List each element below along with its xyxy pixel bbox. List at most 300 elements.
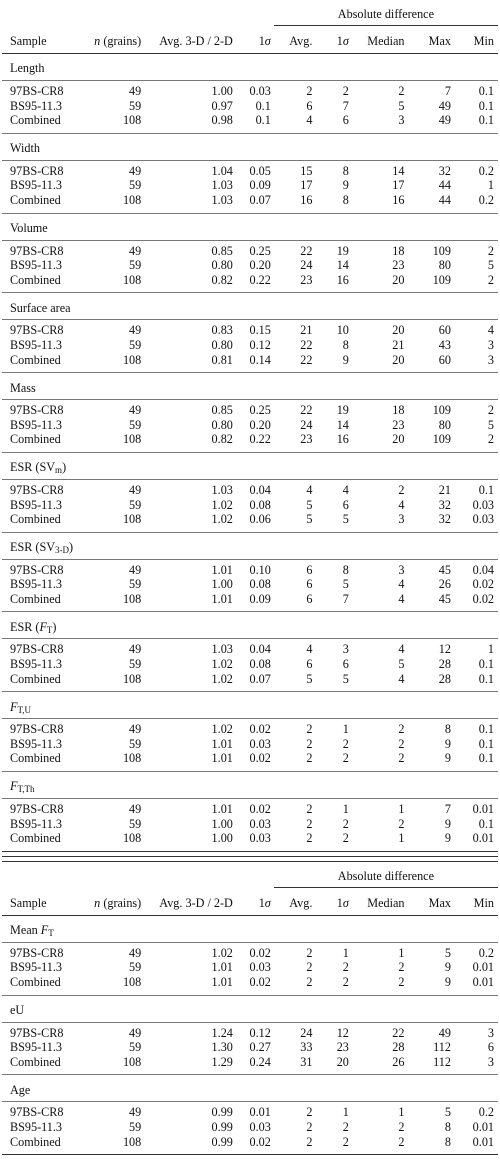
sigma-cell: 0.02 bbox=[236, 1135, 274, 1155]
group-title bbox=[2, 54, 498, 81]
median-cell: 21 bbox=[392, 337, 405, 352]
max-cell: 7 bbox=[444, 802, 451, 817]
sample-cell: 97BS-CR8 bbox=[10, 243, 64, 258]
sigma-cell: 0.12 bbox=[249, 1025, 271, 1040]
avg-cell: 2 bbox=[306, 802, 313, 817]
min-cell: 0.03 bbox=[472, 512, 494, 527]
table-row bbox=[2, 559, 498, 577]
group-title-text: Volume bbox=[10, 220, 48, 235]
median-cell: 1 bbox=[398, 945, 405, 960]
min-cell: 0.2 bbox=[478, 163, 494, 178]
min-cell: 5 bbox=[487, 258, 494, 273]
ratio-cell: 1.01 bbox=[211, 562, 233, 577]
min-cell: 0.04 bbox=[472, 562, 494, 577]
ratio-cell: 0.85 bbox=[211, 243, 233, 258]
group-title-tail: ) bbox=[69, 540, 74, 555]
max-cell: 8 bbox=[407, 1135, 453, 1155]
sigma-diff-cell: 6 bbox=[342, 497, 349, 512]
min-cell: 0.03 bbox=[472, 497, 494, 512]
avg-cell: 22 bbox=[300, 403, 313, 418]
group-title-symbol: F bbox=[10, 699, 18, 714]
sigma-cell: 0.08 bbox=[249, 657, 271, 672]
sigma-cell: 0.09 bbox=[249, 591, 271, 606]
sigma-diff-cell: 9 bbox=[342, 178, 349, 193]
min-cell: 2 bbox=[487, 403, 494, 418]
avg-cell: 2 bbox=[306, 945, 313, 960]
n-cell: 108 bbox=[122, 591, 142, 606]
ratio-cell: 0.97 bbox=[211, 98, 233, 113]
min-cell: 3 bbox=[487, 1025, 494, 1040]
sample-cell: 97BS-CR8 bbox=[10, 722, 64, 737]
sigma-diff-cell: 2 bbox=[342, 751, 349, 766]
sigma-cell: 0.14 bbox=[249, 352, 271, 367]
group-title bbox=[2, 692, 498, 719]
table-row bbox=[2, 799, 498, 817]
sample-cell: BS95-11.3 bbox=[10, 816, 63, 831]
max-cell: 28 bbox=[438, 671, 451, 686]
table-row bbox=[2, 1135, 498, 1155]
ratio-cell: 0.82 bbox=[211, 272, 233, 287]
sigma-diff-cell: 9 bbox=[342, 352, 349, 367]
sigma-diff-cell: 1 bbox=[342, 722, 349, 737]
median-cell: 14 bbox=[392, 163, 405, 178]
col-min-2: Min bbox=[454, 887, 498, 915]
sigma-diff-cell: 8 bbox=[342, 192, 349, 207]
sigma-diff-cell: 5 bbox=[342, 577, 349, 592]
sample-cell: Combined bbox=[10, 192, 61, 207]
results-table-1 bbox=[2, 4, 498, 852]
group-title-tail: ) bbox=[62, 460, 67, 475]
max-cell: 60 bbox=[438, 352, 451, 367]
group-header-row bbox=[2, 692, 498, 719]
n-cell: 108 bbox=[122, 192, 142, 207]
median-cell: 23 bbox=[392, 258, 405, 273]
median-cell: 28 bbox=[392, 1040, 405, 1055]
min-cell: 6 bbox=[487, 1040, 494, 1055]
sigma-diff-cell: 2 bbox=[315, 1135, 351, 1155]
median-cell: 23 bbox=[392, 417, 405, 432]
sigma-cell: 0.08 bbox=[249, 497, 271, 512]
avg-cell: 22 bbox=[300, 337, 313, 352]
sigma-diff-cell: 2 bbox=[342, 816, 349, 831]
table-row bbox=[2, 258, 498, 273]
sigma-cell: 0.25 bbox=[249, 243, 271, 258]
sigma-cell: 0.03 bbox=[236, 831, 274, 851]
max-cell: 9 bbox=[444, 975, 451, 989]
n-cell: 49 bbox=[129, 403, 142, 418]
sample-cell: 97BS-CR8 bbox=[10, 84, 64, 98]
ratio-cell: 0.81 bbox=[211, 352, 233, 367]
max-cell: 32 bbox=[438, 163, 451, 178]
median-cell: 2 bbox=[398, 722, 405, 737]
sigma-diff-cell: 14 bbox=[336, 417, 349, 432]
sigma-cell: 0.03 bbox=[249, 1119, 271, 1134]
n-cell: 108 bbox=[122, 432, 142, 447]
sigma-cell: 0.25 bbox=[249, 403, 271, 418]
sample-cell: 97BS-CR8 bbox=[10, 323, 64, 338]
avg-cell: 6 bbox=[306, 591, 313, 606]
min-cell: 0.1 bbox=[478, 657, 494, 672]
table-row bbox=[2, 577, 498, 592]
sigma-cell: 0.15 bbox=[249, 323, 271, 338]
sigma-cell: 0.08 bbox=[249, 577, 271, 592]
max-cell: 9 bbox=[407, 831, 453, 851]
group-title-text: Surface area bbox=[10, 300, 71, 315]
n-cell: 49 bbox=[129, 562, 142, 577]
group-title bbox=[2, 532, 498, 559]
ratio-cell: 1.01 bbox=[211, 751, 233, 766]
n-cell: 108 bbox=[80, 831, 144, 851]
ratio-cell: 1.00 bbox=[211, 577, 233, 592]
max-cell: 109 bbox=[432, 272, 451, 287]
avg-cell: 5 bbox=[306, 512, 313, 527]
table-row bbox=[2, 240, 498, 258]
n-cell: 59 bbox=[129, 417, 142, 432]
median-cell: 20 bbox=[392, 352, 405, 367]
group-header-row bbox=[2, 772, 498, 799]
median-cell: 2 bbox=[398, 84, 405, 98]
ratio-cell: 1.00 bbox=[211, 84, 233, 98]
n-cell: 49 bbox=[129, 243, 142, 258]
sigma-cell: 0.07 bbox=[249, 192, 271, 207]
avg-cell: 22 bbox=[300, 352, 313, 367]
n-cell: 49 bbox=[129, 482, 142, 497]
col-median: Median bbox=[352, 26, 408, 54]
sample-cell: BS95-11.3 bbox=[10, 178, 63, 193]
group-header-row bbox=[2, 293, 498, 320]
n-cell: 108 bbox=[122, 272, 142, 287]
median-cell: 20 bbox=[392, 323, 405, 338]
col-avg: Avg. bbox=[274, 26, 316, 54]
table-row bbox=[2, 160, 498, 178]
median-cell: 4 bbox=[398, 577, 405, 592]
sigma-diff-cell: 1 bbox=[342, 1105, 349, 1120]
sigma-diff-cell: 23 bbox=[336, 1040, 349, 1055]
sample-cell: Combined bbox=[10, 432, 61, 447]
sample-cell: 97BS-CR8 bbox=[10, 163, 64, 178]
sigma-cell: 0.02 bbox=[249, 975, 271, 989]
table-row bbox=[2, 400, 498, 418]
group-title-symbol: F bbox=[39, 619, 47, 634]
results-table-2 bbox=[2, 866, 498, 1155]
n-cell: 108 bbox=[122, 512, 142, 527]
sample-cell: BS95-11.3 bbox=[10, 337, 63, 352]
avg-cell: 5 bbox=[306, 497, 313, 512]
sigma-cell: 0.02 bbox=[249, 751, 271, 766]
group-title-tail: ) bbox=[52, 619, 57, 634]
avg-cell: 2 bbox=[306, 736, 313, 751]
n-cell: 108 bbox=[122, 751, 142, 766]
sample-cell: 97BS-CR8 bbox=[10, 1105, 64, 1120]
table-row bbox=[2, 178, 498, 193]
max-cell: 112 bbox=[433, 1040, 451, 1055]
table-row bbox=[2, 113, 498, 133]
min-cell: 0.2 bbox=[478, 192, 494, 207]
sigma-diff-cell: 8 bbox=[342, 337, 349, 352]
group-header-row bbox=[2, 612, 498, 639]
min-cell: 0.01 bbox=[472, 802, 494, 817]
group-title-text: ESR (SV bbox=[10, 540, 56, 555]
max-cell: 109 bbox=[432, 403, 451, 418]
group-title-text: ESR (SV bbox=[10, 460, 56, 475]
avg-cell: 6 bbox=[306, 577, 313, 592]
group-header-row bbox=[2, 54, 498, 81]
min-cell: 0.1 bbox=[478, 113, 494, 128]
sigma-diff-cell: 7 bbox=[342, 591, 349, 606]
sample-cell: Combined bbox=[2, 1135, 80, 1155]
avg-cell: 2 bbox=[306, 1119, 313, 1134]
table-row bbox=[2, 498, 498, 513]
group-header-row bbox=[2, 995, 498, 1022]
median-cell: 1 bbox=[398, 1105, 405, 1120]
avg-cell: 24 bbox=[300, 258, 313, 273]
group-header-row bbox=[2, 452, 498, 479]
ratio-cell: 1.00 bbox=[211, 816, 233, 831]
median-cell: 2 bbox=[398, 1119, 405, 1134]
group-title-text: Age bbox=[10, 1082, 31, 1097]
sample-cell: Combined bbox=[10, 113, 61, 128]
max-cell: 49 bbox=[438, 98, 451, 113]
avg-cell: 16 bbox=[300, 192, 313, 207]
max-cell: 9 bbox=[444, 816, 451, 831]
max-cell: 32 bbox=[438, 497, 451, 512]
max-cell: 32 bbox=[438, 512, 451, 527]
sigma-diff-cell: 4 bbox=[342, 482, 349, 497]
sigma-diff-cell: 5 bbox=[342, 512, 349, 527]
sigma-cell: 0.09 bbox=[249, 178, 271, 193]
group-title bbox=[2, 133, 498, 160]
sigma-diff-cell: 12 bbox=[336, 1025, 349, 1040]
sigma-diff-cell: 7 bbox=[342, 98, 349, 113]
n-cell: 59 bbox=[129, 337, 142, 352]
median-cell: 2 bbox=[398, 975, 405, 989]
n-cell: 49 bbox=[129, 945, 142, 960]
min-cell: 0.02 bbox=[472, 591, 494, 606]
max-cell: 8 bbox=[444, 1119, 451, 1134]
n-cell: 59 bbox=[129, 1119, 142, 1134]
table-row bbox=[2, 639, 498, 657]
ratio-cell: 0.85 bbox=[211, 403, 233, 418]
table-row bbox=[2, 1040, 498, 1055]
n-cell: 59 bbox=[129, 577, 142, 592]
min-cell: 0.2 bbox=[478, 945, 494, 960]
sigma-diff-cell: 8 bbox=[342, 562, 349, 577]
median-cell: 2 bbox=[398, 736, 405, 751]
sigma-diff-cell: 19 bbox=[336, 403, 349, 418]
n-cell: 59 bbox=[129, 497, 142, 512]
table-separator bbox=[2, 856, 498, 862]
col-n-grains-2: n (grains) bbox=[80, 887, 144, 915]
table-row bbox=[2, 512, 498, 532]
header-row bbox=[2, 26, 498, 54]
group-title-subscript: T bbox=[46, 624, 53, 635]
table-row bbox=[2, 479, 498, 497]
ratio-cell: 1.01 bbox=[211, 960, 233, 975]
group-header-row bbox=[2, 1075, 498, 1102]
ratio-cell: 1.03 bbox=[211, 192, 233, 207]
group-title-subscript: T,Th bbox=[17, 784, 35, 795]
ratio-cell: 1.04 bbox=[211, 163, 233, 178]
sample-cell: Combined bbox=[10, 272, 61, 287]
sample-cell: 97BS-CR8 bbox=[10, 1025, 64, 1040]
group-header-row bbox=[2, 532, 498, 559]
group-title bbox=[2, 293, 498, 320]
col-n-grains-text: (grains) bbox=[103, 34, 142, 49]
sigma-cell: 0.20 bbox=[249, 258, 271, 273]
avg-cell: 23 bbox=[300, 432, 313, 447]
sigma-cell: 0.02 bbox=[249, 802, 271, 817]
n-cell: 49 bbox=[129, 1025, 142, 1040]
table-row bbox=[2, 353, 498, 373]
max-cell: 5 bbox=[444, 1105, 451, 1120]
group-title-text: eU bbox=[10, 1003, 25, 1017]
sigma-cell: 0.05 bbox=[249, 163, 271, 178]
min-cell: 3 bbox=[487, 352, 494, 367]
sigma-cell: 0.22 bbox=[249, 432, 271, 447]
min-cell: 0.1 bbox=[478, 816, 494, 831]
ratio-cell: 0.83 bbox=[211, 323, 233, 338]
max-cell: 43 bbox=[438, 337, 451, 352]
avg-cell: 6 bbox=[306, 657, 313, 672]
sample-cell: 97BS-CR8 bbox=[10, 562, 64, 577]
col-n-grains: n (grains) bbox=[80, 26, 144, 54]
group-title-text: ESR ( bbox=[10, 619, 40, 634]
sigma-cell: 0.1 bbox=[255, 113, 271, 128]
sigma-cell: 0.04 bbox=[249, 482, 271, 497]
avg-cell: 2 bbox=[306, 722, 313, 737]
sigma-diff-cell: 6 bbox=[342, 657, 349, 672]
avg-cell: 6 bbox=[306, 98, 313, 113]
n-cell: 49 bbox=[129, 642, 142, 657]
group-title-text: Mass bbox=[10, 380, 36, 395]
group-title bbox=[2, 213, 498, 240]
table-row bbox=[2, 719, 498, 737]
table-row bbox=[2, 672, 498, 692]
n-cell: 59 bbox=[129, 960, 142, 975]
ratio-cell: 1.02 bbox=[211, 497, 233, 512]
avg-cell: 33 bbox=[300, 1040, 313, 1055]
median-cell: 20 bbox=[392, 432, 405, 447]
min-cell: 0.1 bbox=[478, 482, 494, 497]
median-cell: 2 bbox=[398, 816, 405, 831]
median-cell: 1 bbox=[352, 831, 408, 851]
median-cell: 4 bbox=[398, 591, 405, 606]
avg-cell: 2 bbox=[306, 1105, 313, 1120]
n-cell: 59 bbox=[129, 1040, 142, 1055]
table-row bbox=[2, 960, 498, 975]
col-avg-2: Avg. bbox=[274, 887, 316, 915]
sigma-diff-cell: 10 bbox=[336, 323, 349, 338]
sigma-cell: 0.07 bbox=[249, 671, 271, 686]
sigma-diff-cell: 3 bbox=[342, 642, 349, 657]
table-row bbox=[2, 592, 498, 612]
col-ratio: Avg. 3-D / 2-D bbox=[144, 26, 236, 54]
max-cell: 45 bbox=[438, 591, 451, 606]
sigma-cell: 0.22 bbox=[249, 272, 271, 287]
ratio-cell: 1.02 bbox=[211, 945, 233, 960]
sigma-diff-cell: 2 bbox=[342, 960, 349, 975]
group-title bbox=[2, 995, 498, 1022]
sigma-diff-cell: 16 bbox=[336, 432, 349, 447]
absolute-difference-heading-2: Absolute difference bbox=[274, 866, 498, 888]
max-cell: 112 bbox=[433, 1054, 451, 1069]
col-sigma-3: 1σ bbox=[236, 887, 274, 915]
sample-cell: Combined bbox=[10, 1054, 61, 1069]
table-row bbox=[2, 942, 498, 960]
table-row bbox=[2, 831, 498, 851]
ratio-cell: 1.03 bbox=[211, 482, 233, 497]
min-cell: 0.1 bbox=[478, 671, 494, 686]
avg-cell: 24 bbox=[300, 417, 313, 432]
group-header-row bbox=[2, 213, 498, 240]
sample-cell: 97BS-CR8 bbox=[10, 482, 64, 497]
col-median-2: Median bbox=[352, 887, 408, 915]
min-cell: 0.2 bbox=[478, 1105, 494, 1120]
max-cell: 44 bbox=[438, 178, 451, 193]
sigma-cell: 0.03 bbox=[249, 960, 271, 975]
ratio-cell: 1.00 bbox=[144, 831, 236, 851]
median-cell: 2 bbox=[398, 482, 405, 497]
sample-cell: Combined bbox=[10, 975, 61, 989]
max-cell: 80 bbox=[438, 258, 451, 273]
n-cell: 49 bbox=[129, 1105, 142, 1120]
avg-cell: 4 bbox=[306, 642, 313, 657]
sigma-cell: 0.03 bbox=[249, 84, 271, 98]
median-cell: 16 bbox=[392, 192, 405, 207]
sigma-diff-cell: 19 bbox=[336, 243, 349, 258]
sigma-diff-cell: 6 bbox=[342, 113, 349, 128]
avg-cell: 23 bbox=[300, 272, 313, 287]
sigma-cell: 0.20 bbox=[249, 417, 271, 432]
sigma-diff-cell: 1 bbox=[342, 945, 349, 960]
ratio-cell: 1.03 bbox=[211, 642, 233, 657]
sample-cell: 97BS-CR8 bbox=[10, 642, 64, 657]
col-max-2: Max bbox=[407, 887, 453, 915]
max-cell: 80 bbox=[438, 417, 451, 432]
table-row bbox=[2, 1055, 498, 1075]
max-cell: 109 bbox=[432, 432, 451, 447]
table-row bbox=[2, 99, 498, 114]
group-title-subscript: 3-D bbox=[55, 545, 70, 556]
avg-cell: 2 bbox=[306, 816, 313, 831]
sigma-diff-cell: 2 bbox=[342, 1119, 349, 1134]
sigma-diff-cell: 2 bbox=[315, 831, 351, 851]
avg-cell: 21 bbox=[300, 323, 313, 338]
table-row bbox=[2, 320, 498, 338]
avg-cell: 24 bbox=[300, 1025, 313, 1040]
n-cell: 49 bbox=[129, 802, 142, 817]
sigma-diff-cell: 2 bbox=[342, 736, 349, 751]
sigma-diff-cell: 20 bbox=[336, 1054, 349, 1069]
sample-cell: Combined bbox=[10, 751, 61, 766]
max-cell: 109 bbox=[432, 243, 451, 258]
n-cell: 59 bbox=[129, 657, 142, 672]
sigma-cell: 0.12 bbox=[249, 337, 271, 352]
sample-cell: Combined bbox=[10, 591, 61, 606]
table-2-body bbox=[2, 915, 498, 1154]
col-n-grains-text-2: (grains) bbox=[103, 896, 142, 911]
sample-cell: BS95-11.3 bbox=[10, 960, 63, 975]
table-row bbox=[2, 737, 498, 752]
ratio-cell: 0.80 bbox=[211, 258, 233, 273]
median-cell: 18 bbox=[392, 243, 405, 258]
col-max: Max bbox=[407, 26, 453, 54]
group-title-text: Width bbox=[10, 141, 40, 156]
ratio-cell: 1.01 bbox=[211, 736, 233, 751]
median-cell: 2 bbox=[398, 960, 405, 975]
col-sigma: 1σ bbox=[236, 26, 274, 54]
median-cell: 18 bbox=[392, 403, 405, 418]
